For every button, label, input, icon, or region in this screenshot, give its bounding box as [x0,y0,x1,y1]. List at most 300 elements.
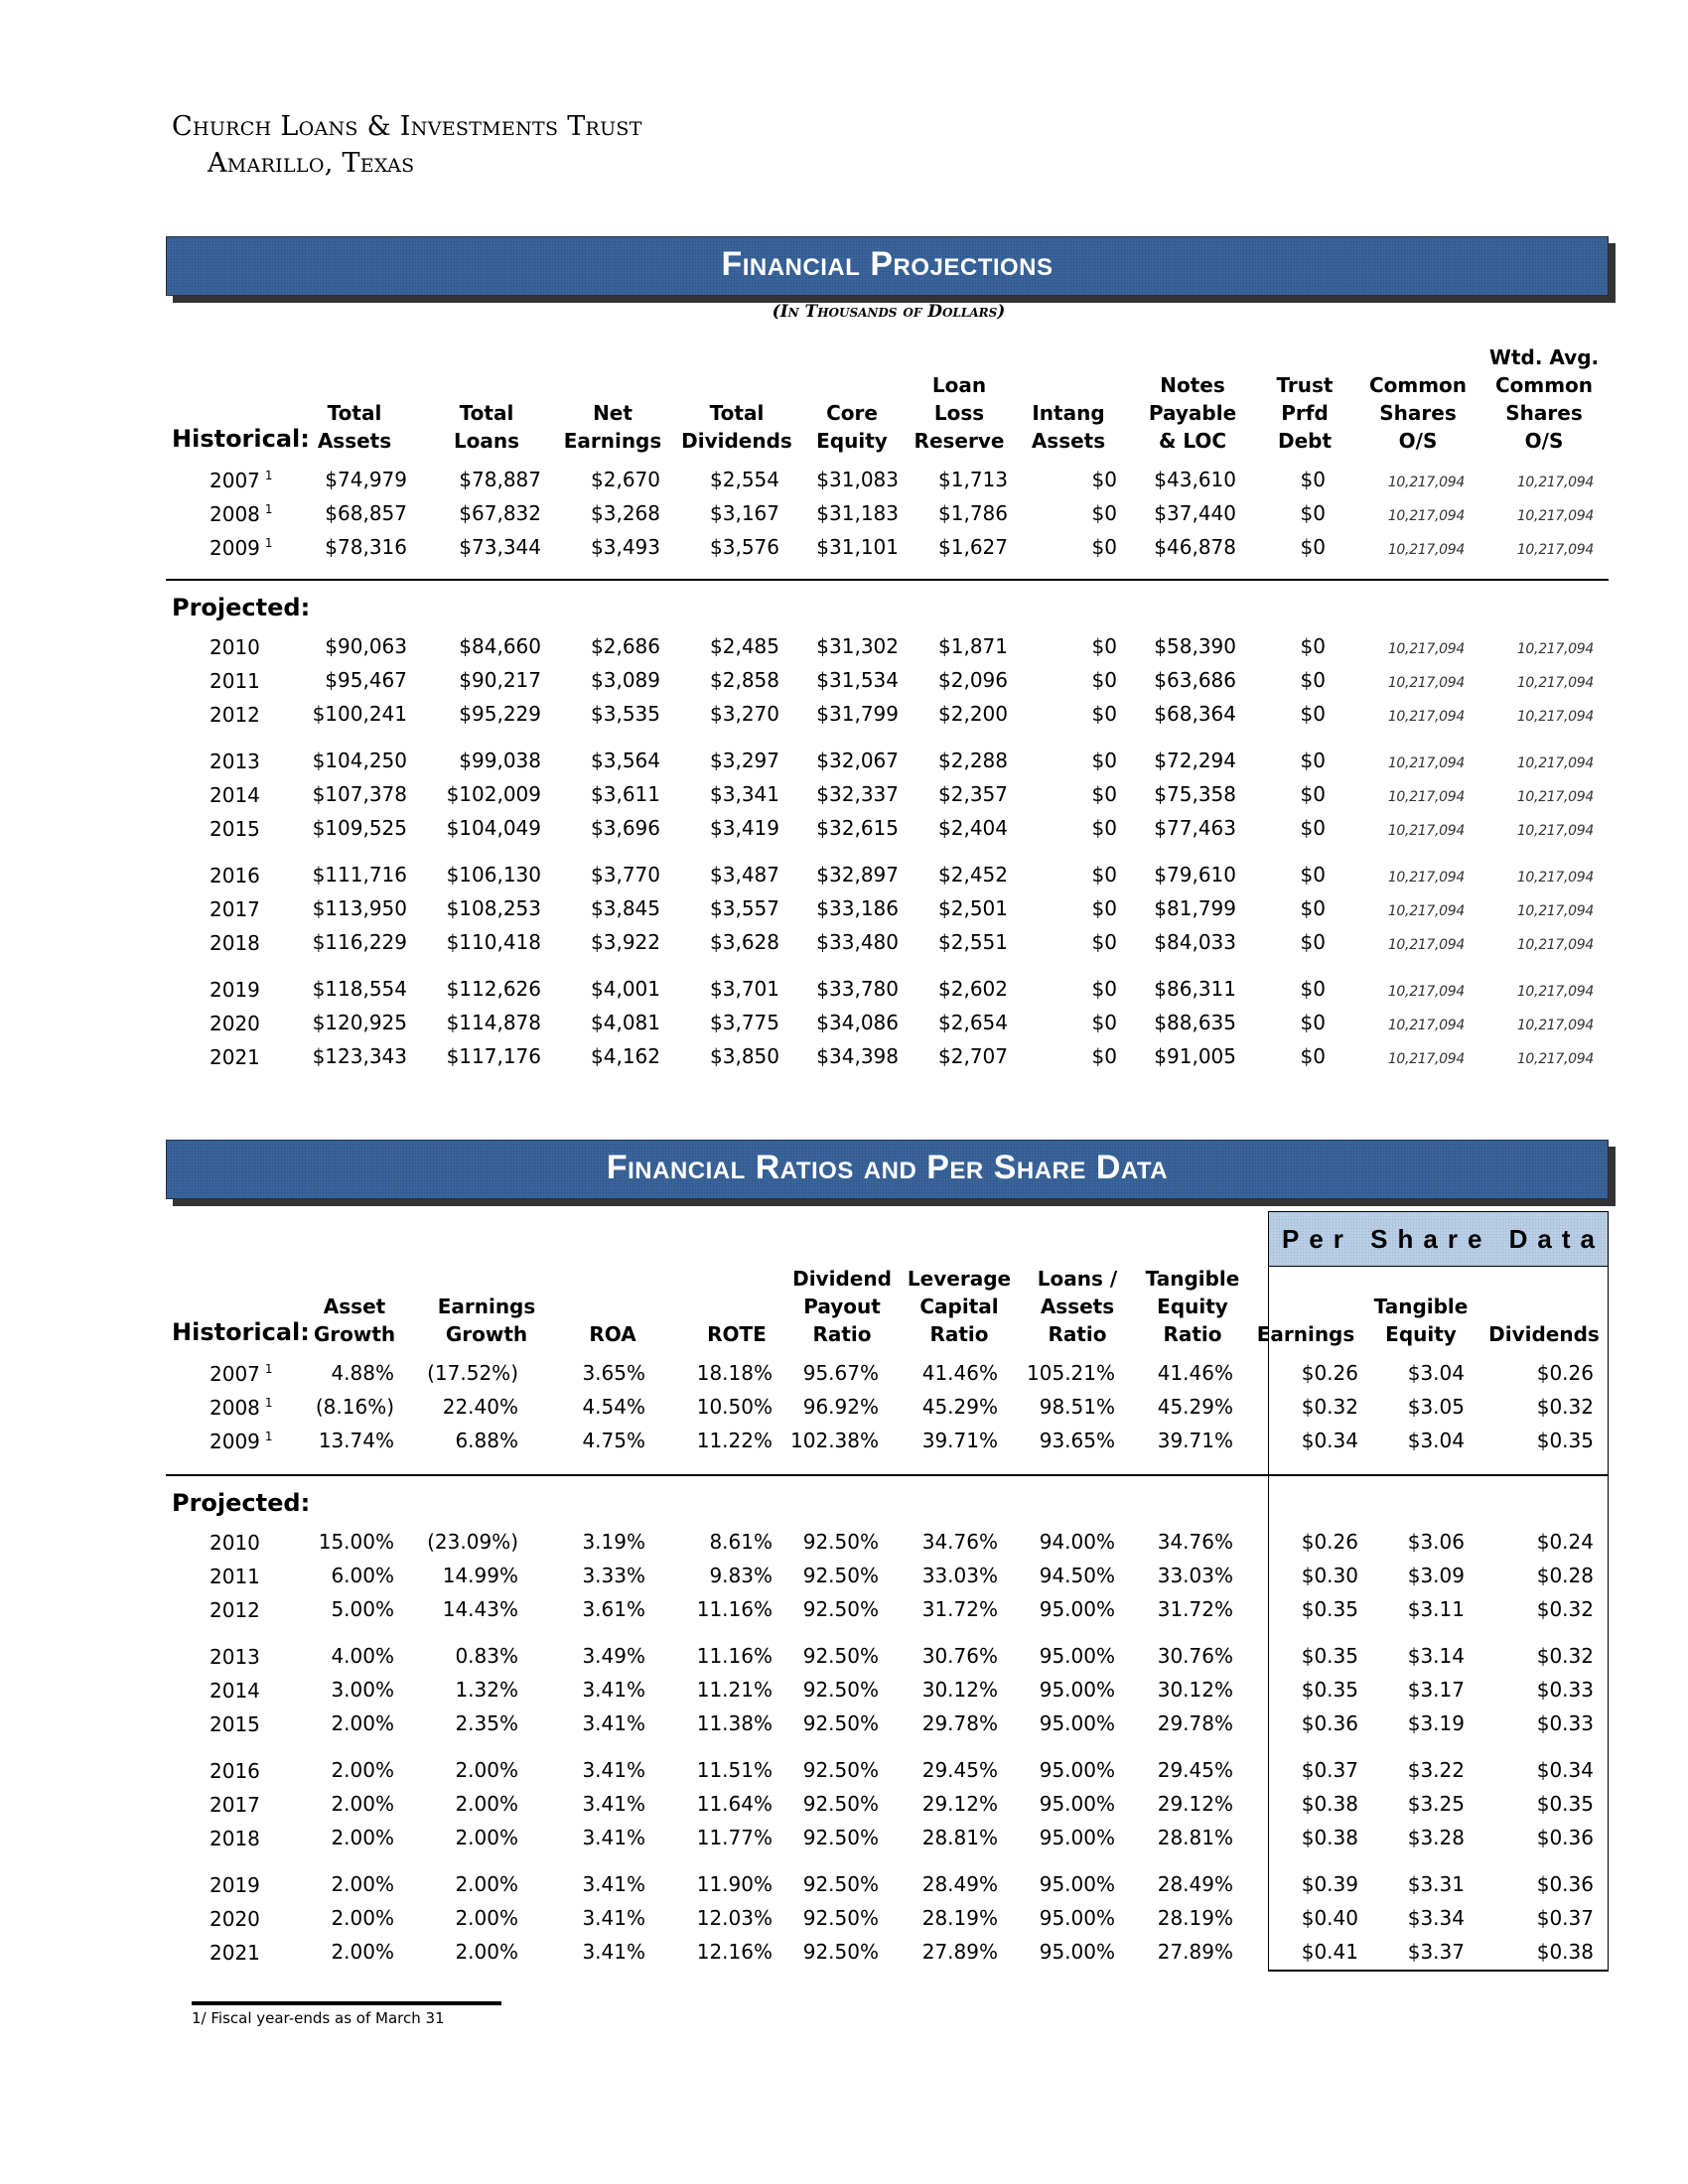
table-cell: $0 [1091,1011,1117,1034]
table-cell: 95.00% [1039,1597,1115,1621]
table-cell: $116,229 [312,930,407,954]
table-cell: $37,440 [1154,501,1236,525]
column-header: Equity [1157,1295,1228,1318]
table-cell: $1,871 [938,634,1008,658]
table-cell: $118,554 [312,977,407,1001]
table-cell: 3.41% [582,1906,645,1930]
table-cell: $32,897 [816,863,899,887]
table-cell: 94.50% [1039,1564,1115,1587]
column-header: Total [709,401,765,425]
table-cell: 14.99% [442,1564,518,1587]
table-cell: $0.38 [1536,1940,1594,1964]
table-cell: $95,229 [459,702,541,726]
column-header: ROTE [707,1322,767,1346]
table-cell: $95,467 [325,668,407,692]
table-cell: 102.38% [790,1429,879,1452]
table-cell: 41.46% [921,1361,998,1385]
table-cell: $0.37 [1301,1758,1358,1782]
column-header: Ratio [929,1322,989,1346]
table-cell: $2,485 [710,634,779,658]
table-cell: 28.49% [1157,1872,1233,1896]
table-cell: $31,183 [816,501,899,525]
table-cell: $84,660 [459,634,541,658]
table-cell: $3.22 [1407,1758,1465,1782]
table-cell: $1,713 [938,468,1008,491]
table-cell: $3,341 [710,782,779,806]
table-cell: 95.00% [1039,1678,1115,1702]
table-cell: 95.67% [802,1361,879,1385]
table-cell: $73,344 [459,535,541,559]
table-cell: $3.04 [1407,1361,1465,1385]
row-year: 2011 [210,669,260,693]
table-cell: $0.24 [1536,1530,1594,1554]
table-cell: $91,005 [1154,1044,1236,1068]
table-cell: $100,241 [312,702,407,726]
table-cell: $84,033 [1154,930,1236,954]
table-cell: 2.00% [331,1906,394,1930]
table-cell: (17.52%) [427,1361,518,1385]
table-cell: 92.50% [802,1678,879,1702]
table-cell: 29.78% [1157,1711,1233,1735]
table-cell: 92.50% [802,1597,879,1621]
table-cell: 10,217,094 [1516,823,1594,839]
table-cell: $0.26 [1301,1361,1358,1385]
table-cell: $0 [1091,977,1117,1001]
table-cell: $0.32 [1301,1395,1358,1419]
table-cell: $3.25 [1407,1792,1465,1816]
table-cell: $3.19 [1407,1711,1465,1735]
table-cell: 10,217,094 [1516,542,1594,558]
column-header: Reserve [914,429,1005,453]
table-cell: 92.50% [802,1792,879,1816]
table-cell: $33,186 [816,896,899,920]
table-cell: 8.61% [709,1530,773,1554]
table-cell: $0 [1300,896,1326,920]
table-cell: 34.76% [1157,1530,1233,1554]
table-cell: $77,463 [1154,816,1236,840]
table-cell: $31,799 [816,702,899,726]
table-cell: $68,857 [325,501,407,525]
column-header: Ratio [812,1322,872,1346]
table-cell: 10,217,094 [1516,984,1594,1000]
year-label: 2007 [210,469,260,492]
table-cell: $1,786 [938,501,1008,525]
table-cell: $31,534 [816,668,899,692]
table-cell: 10,217,094 [1516,508,1594,524]
table-cell: $0.36 [1301,1711,1358,1735]
table-cell: $33,480 [816,930,899,954]
table-cell: 3.41% [582,1826,645,1849]
table-cell: 31.72% [1157,1597,1233,1621]
table-cell: $2,686 [591,634,660,658]
table-cell: $3,922 [591,930,660,954]
table-cell: $0.39 [1301,1872,1358,1896]
column-header: Wtd. Avg. [1488,345,1600,369]
column-header: Tangible [1373,1295,1469,1318]
table-cell: 30.76% [921,1644,998,1668]
table-cell: $3.37 [1407,1940,1465,1964]
table-cell: $0.33 [1536,1678,1594,1702]
row-year: 2016 [210,864,260,887]
table-cell: $0 [1091,782,1117,806]
table-cell: $0 [1091,1044,1117,1068]
table-cell: $0 [1091,535,1117,559]
table-cell: 2.00% [455,1906,518,1930]
historical-label: Historical: [172,1318,310,1346]
table-cell: $3,564 [591,749,660,772]
table-cell: 39.71% [921,1429,998,1452]
table-cell: $120,925 [312,1011,407,1034]
table-cell: 92.50% [802,1758,879,1782]
table-cell: 27.89% [921,1940,998,1964]
table-cell: $3,696 [591,816,660,840]
column-header: Equity [816,429,888,453]
table-cell: $0.26 [1536,1361,1594,1385]
column-header: Common [1368,373,1468,397]
table-cell: 2.00% [331,1940,394,1964]
table-cell: $3,770 [591,863,660,887]
table-cell: 3.41% [582,1758,645,1782]
historical-label: Historical: [172,425,310,453]
table-cell: 11.16% [696,1597,773,1621]
row-year: 2012 [210,703,260,727]
table-cell: 95.00% [1039,1940,1115,1964]
table-cell: $3,167 [710,501,779,525]
table-cell: 95.00% [1039,1758,1115,1782]
column-header: Shares [1379,401,1457,425]
table-cell: $2,858 [710,668,779,692]
table-cell: $0.34 [1536,1758,1594,1782]
table-cell: 11.22% [696,1429,773,1452]
table-cell: 28.49% [921,1872,998,1896]
table-cell: 10,217,094 [1516,1051,1594,1067]
table-cell: 10,217,094 [1387,789,1465,805]
table-cell: $0.41 [1301,1940,1358,1964]
table-cell: $111,716 [312,863,407,887]
table-cell: 10,217,094 [1516,709,1594,725]
table-cell: $0 [1300,930,1326,954]
table-cell: 3.19% [582,1530,645,1554]
table-cell: $0.36 [1536,1872,1594,1896]
table-cell: 18.18% [696,1361,773,1385]
column-header: Total [327,401,382,425]
table-cell: $3,535 [591,702,660,726]
table-cell: 28.81% [1157,1826,1233,1849]
table-cell: $43,610 [1154,468,1236,491]
table-cell: $3,628 [710,930,779,954]
footnote-marker: 1 [264,1430,273,1444]
table-cell: $0.30 [1301,1564,1358,1587]
table-cell: $0 [1091,501,1117,525]
table-cell: $2,670 [591,468,660,491]
table-cell: 31.72% [921,1597,998,1621]
table-cell: $102,009 [446,782,541,806]
table-cell: $0 [1300,702,1326,726]
table-cell: 10,217,094 [1387,984,1465,1000]
year-label: 2008 [210,1396,260,1420]
table-cell: $0.35 [1536,1429,1594,1452]
table-cell: $0.34 [1301,1429,1358,1452]
table-cell: (8.16%) [315,1395,394,1419]
table-cell: 10,217,094 [1516,675,1594,691]
row-year: 2014 [210,783,260,807]
table-cell: 30.12% [921,1678,998,1702]
table-cell: $3,268 [591,501,660,525]
column-header: Dividend [792,1267,892,1291]
table-cell: $75,358 [1154,782,1236,806]
table-cell: $3,845 [591,896,660,920]
table-cell: 98.51% [1039,1395,1115,1419]
table-cell: $1,627 [938,535,1008,559]
table-cell: 4.54% [582,1395,645,1419]
table-cell: 5.00% [331,1597,394,1621]
table-cell: $2,602 [938,977,1008,1001]
table-cell: $4,001 [591,977,660,1001]
table-cell: 95.00% [1039,1826,1115,1849]
table-cell: $0 [1300,535,1326,559]
table-cell: $3,775 [710,1011,779,1034]
table-cell: 29.12% [1157,1792,1233,1816]
table-cell: $3,701 [710,977,779,1001]
column-header: Capital [919,1295,999,1318]
section-divider [166,1474,1609,1476]
table-cell: $3.11 [1407,1597,1465,1621]
table-cell: $3.34 [1407,1906,1465,1930]
org-name: Church Loans & Investments Trust [172,111,642,142]
table-cell: 34.76% [921,1530,998,1554]
column-header: Loans / [1037,1267,1118,1291]
table-cell: $109,525 [312,816,407,840]
table-cell: $0.33 [1536,1711,1594,1735]
table-cell: 6.00% [331,1564,394,1587]
year-label: 2008 [210,502,260,526]
table-cell: 33.03% [1157,1564,1233,1587]
table-cell: $99,038 [459,749,541,772]
table-cell: 92.50% [802,1711,879,1735]
table-cell: $68,364 [1154,702,1236,726]
column-header: Dividends [681,429,792,453]
table-cell: $34,398 [816,1044,899,1068]
row-year: 2013 [210,1645,260,1669]
table-cell: 92.50% [802,1826,879,1849]
table-cell: $0 [1091,896,1117,920]
table-cell: $0.37 [1536,1906,1594,1930]
table-cell: $0.32 [1536,1644,1594,1668]
table-cell: $104,250 [312,749,407,772]
row-year: 2010 [210,635,260,659]
table-cell: 96.92% [802,1395,879,1419]
table-cell: 12.03% [696,1906,773,1930]
table-cell: 11.16% [696,1644,773,1668]
table-cell: $88,635 [1154,1011,1236,1034]
table-cell: $58,390 [1154,634,1236,658]
table-cell: 29.78% [921,1711,998,1735]
column-header: Growth [313,1322,396,1346]
footnote-marker: 1 [264,502,273,517]
table-cell: $2,404 [938,816,1008,840]
column-header: Trust [1276,373,1334,397]
table-cell: 10,217,094 [1387,475,1465,490]
table-cell: 10,217,094 [1516,755,1594,771]
table-cell: $90,217 [459,668,541,692]
table-cell: 3.41% [582,1711,645,1735]
table-cell: $78,887 [459,468,541,491]
column-header: ROA [589,1322,636,1346]
table-cell: $0.35 [1301,1644,1358,1668]
column-header: Prfd [1281,401,1329,425]
table-cell: $3,297 [710,749,779,772]
table-cell: 11.51% [696,1758,773,1782]
table-cell: $114,878 [446,1011,541,1034]
table-cell: 10.50% [696,1395,773,1419]
table-cell: 10,217,094 [1387,903,1465,919]
column-header: Net [593,401,633,425]
table-cell: $78,316 [325,535,407,559]
ratios-title: Financial Ratios and Per Share Data [606,1149,1169,1186]
column-header: Payable [1148,401,1237,425]
footnote-marker: 1 [264,469,273,483]
year-label: 2009 [210,1430,260,1453]
column-header: & LOC [1158,429,1227,453]
column-header: Common [1494,373,1594,397]
table-cell: 29.12% [921,1792,998,1816]
table-cell: $74,979 [325,468,407,491]
table-cell: $0.26 [1301,1530,1358,1554]
table-cell: $2,288 [938,749,1008,772]
table-cell: $0 [1300,468,1326,491]
row-year: 2011 [210,1565,260,1588]
column-header: Ratio [1163,1322,1222,1346]
table-cell: 41.46% [1157,1361,1233,1385]
table-cell: $117,176 [446,1044,541,1068]
table-cell: 92.50% [802,1940,879,1964]
org-location: Amarillo, Texas [208,148,415,179]
table-cell: 2.35% [455,1711,518,1735]
table-cell: 12.16% [696,1940,773,1964]
table-cell: 95.00% [1039,1792,1115,1816]
table-cell: $3.09 [1407,1564,1465,1587]
table-cell: 3.00% [331,1678,394,1702]
table-cell: $3,089 [591,668,660,692]
row-year: 2017 [210,1793,260,1817]
table-cell: $32,615 [816,816,899,840]
table-cell: 93.65% [1039,1429,1115,1452]
table-cell: $123,343 [312,1044,407,1068]
ratios-banner [166,1140,1609,1199]
table-cell: $0 [1300,501,1326,525]
column-header: Leverage [907,1267,1012,1291]
table-cell: $3,270 [710,702,779,726]
table-cell: 10,217,094 [1387,870,1465,886]
table-cell: 2.00% [455,1758,518,1782]
projections-subtitle: (In Thousands of Dollars) [772,302,1006,322]
table-cell: $0 [1091,702,1117,726]
table-cell: 2.00% [331,1872,394,1896]
table-cell: $0 [1091,863,1117,887]
table-cell: $3,611 [591,782,660,806]
table-cell: 95.00% [1039,1906,1115,1930]
row-year: 2015 [210,817,260,841]
column-header: O/S [1398,429,1438,453]
table-cell: 10,217,094 [1516,870,1594,886]
table-cell: $0.35 [1301,1597,1358,1621]
table-cell: $3.05 [1407,1395,1465,1419]
per-share-title: Per Share Data [1282,1224,1605,1254]
table-cell: (23.09%) [427,1530,518,1554]
table-cell: 3.41% [582,1792,645,1816]
table-cell: 3.61% [582,1597,645,1621]
table-cell: 11.38% [696,1711,773,1735]
table-cell: 10,217,094 [1516,937,1594,953]
row-year: 2021 [210,1045,260,1069]
table-cell: $46,878 [1154,535,1236,559]
table-cell: $0.32 [1536,1597,1594,1621]
table-cell: $72,294 [1154,749,1236,772]
table-cell: $3,419 [710,816,779,840]
table-cell: $110,418 [446,930,541,954]
table-cell: $86,311 [1154,977,1236,1001]
table-cell: $79,610 [1154,863,1236,887]
table-cell: $81,799 [1154,896,1236,920]
table-cell: $2,357 [938,782,1008,806]
table-cell: 1.32% [455,1678,518,1702]
table-cell: 92.50% [802,1872,879,1896]
table-cell: $0.38 [1301,1792,1358,1816]
row-year: 2019 [210,978,260,1002]
table-cell: $2,654 [938,1011,1008,1034]
footnote-marker: 1 [264,536,273,551]
table-cell: 6.88% [455,1429,518,1452]
table-cell: $0.38 [1301,1826,1358,1849]
year-label: 2007 [210,1362,260,1386]
table-cell: 29.45% [921,1758,998,1782]
table-cell: $0 [1091,816,1117,840]
column-header: Core [826,401,878,425]
table-cell: 10,217,094 [1387,1018,1465,1033]
table-cell: 33.03% [921,1564,998,1587]
projected-label: Projected: [172,1489,311,1517]
footnote-marker: 1 [264,1362,273,1377]
table-cell: $0 [1300,782,1326,806]
table-cell: $2,551 [938,930,1008,954]
table-cell: 4.88% [331,1361,394,1385]
table-cell: 10,217,094 [1387,508,1465,524]
table-cell: 105.21% [1027,1361,1115,1385]
table-cell: $0 [1300,1011,1326,1034]
row-year: 2020 [210,1012,260,1035]
row-year: 2013 [210,750,260,773]
table-cell: $113,950 [312,896,407,920]
table-cell: $31,302 [816,634,899,658]
column-header: Assets [1040,1295,1115,1318]
table-cell: 95.00% [1039,1644,1115,1668]
table-cell: 2.00% [455,1826,518,1849]
table-cell: $3,557 [710,896,779,920]
table-cell: 0.83% [455,1644,518,1668]
table-cell: 2.00% [455,1872,518,1896]
table-cell: 3.49% [582,1644,645,1668]
table-cell: $33,780 [816,977,899,1001]
table-cell: 4.00% [331,1644,394,1668]
table-cell: $2,452 [938,863,1008,887]
table-cell: $34,086 [816,1011,899,1034]
table-cell: $0 [1300,1044,1326,1068]
table-cell: $3,576 [710,535,779,559]
table-cell: $0 [1091,930,1117,954]
table-cell: 29.45% [1157,1758,1233,1782]
table-cell: $67,832 [459,501,541,525]
table-cell: $0 [1300,634,1326,658]
